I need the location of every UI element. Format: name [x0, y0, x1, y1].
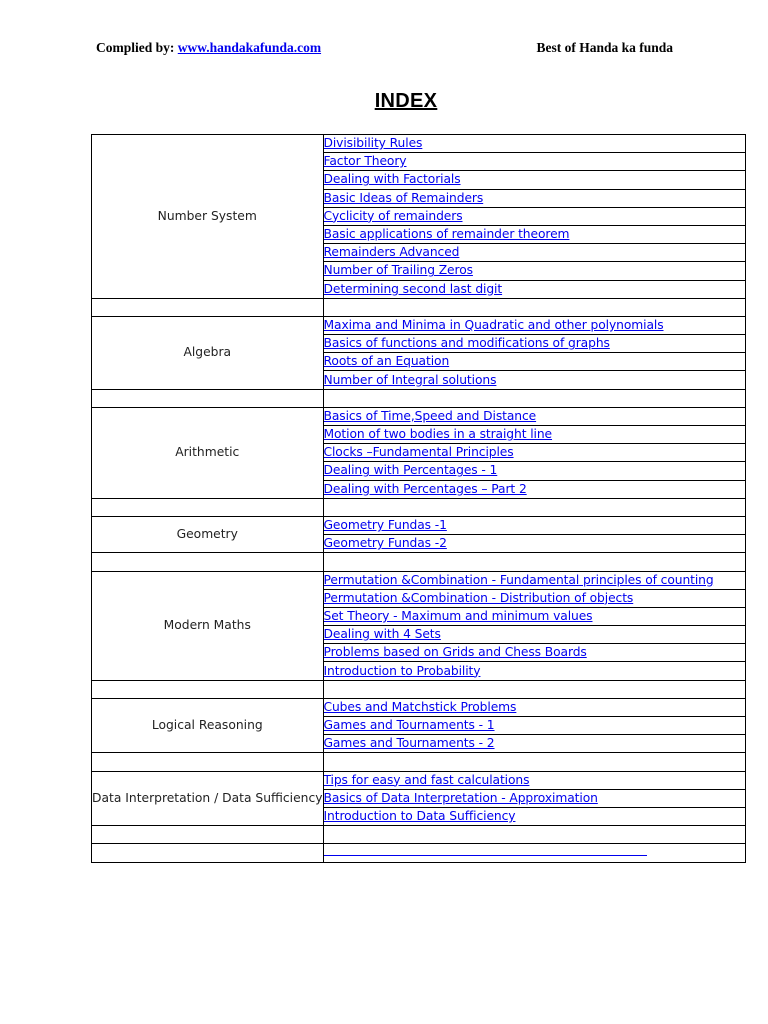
- empty-cell: [323, 298, 745, 316]
- empty-link[interactable]: [324, 855, 647, 856]
- topic-cell: [323, 444, 745, 462]
- topic-cell: [323, 626, 745, 644]
- empty-cell: [323, 680, 745, 698]
- topic-link[interactable]: Permutation &Combination - Distribution of objects: [323, 590, 634, 605]
- site-link[interactable]: www.handakafunda.com: [177, 40, 322, 55]
- topic-link[interactable]: Basics of functions and modifications of graphs: [323, 336, 610, 351]
- topic-link[interactable]: Geometry Fundas -1: [323, 518, 447, 533]
- section-name: Arithmetic: [92, 407, 324, 498]
- topic-cell: [323, 225, 745, 243]
- empty-cell: [323, 826, 745, 844]
- topic-cell: [323, 171, 745, 189]
- table-row: [92, 135, 746, 153]
- empty-cell: [92, 498, 324, 516]
- topic-link[interactable]: Dealing with Factorials: [323, 172, 461, 187]
- topic-link[interactable]: Permutation &Combination - Fundamental principles of counting: [323, 572, 714, 587]
- topic-cell: [323, 698, 745, 716]
- topic-cell: [323, 607, 745, 625]
- topic-cell: [323, 589, 745, 607]
- spacer-row: [92, 389, 746, 407]
- topic-cell: [323, 462, 745, 480]
- topic-link[interactable]: Basic Ideas of Remainders: [323, 190, 484, 205]
- topic-link[interactable]: Number of Trailing Zeros: [323, 263, 473, 278]
- header-title: Best of Handa ka funda: [536, 40, 673, 55]
- topic-cell: [323, 207, 745, 225]
- topic-cell: [323, 426, 745, 444]
- table-row: [92, 698, 746, 716]
- empty-cell: [92, 553, 324, 571]
- topic-cell: [323, 153, 745, 171]
- topic-link[interactable]: Games and Tournaments - 1: [323, 718, 495, 733]
- topic-link[interactable]: Problems based on Grids and Chess Boards: [323, 645, 587, 660]
- empty-cell: [323, 753, 745, 771]
- topic-cell: [323, 771, 745, 789]
- spacer-row: [92, 826, 746, 844]
- table-row: [92, 571, 746, 589]
- empty-cell: [92, 680, 324, 698]
- topic-link[interactable]: Remainders Advanced: [323, 245, 460, 260]
- topic-link[interactable]: Dealing with 4 Sets: [323, 627, 441, 642]
- spacer-row: [92, 753, 746, 771]
- index-table-body: [92, 135, 746, 863]
- compiled-by: [96, 40, 321, 56]
- empty-cell: [92, 826, 324, 844]
- empty-cell: [323, 389, 745, 407]
- topic-link[interactable]: Dealing with Percentages – Part 2: [323, 481, 527, 496]
- topic-cell: [323, 535, 745, 553]
- empty-cell: [92, 298, 324, 316]
- topic-cell: [323, 335, 745, 353]
- empty-cell: [323, 553, 745, 571]
- topic-cell: [323, 571, 745, 589]
- topic-cell: [323, 735, 745, 753]
- empty-link-cell: [323, 844, 745, 862]
- topic-link[interactable]: Divisibility Rules: [323, 136, 423, 151]
- topic-link[interactable]: Introduction to Data Sufficiency: [323, 809, 516, 824]
- table-row: [92, 407, 746, 425]
- topic-link[interactable]: Introduction to Probability: [323, 663, 481, 678]
- topic-cell: [323, 316, 745, 334]
- topic-cell: [323, 662, 745, 680]
- spacer-row: [92, 553, 746, 571]
- empty-cell: [323, 498, 745, 516]
- page-header: [96, 40, 673, 60]
- section-name: Geometry: [92, 516, 324, 552]
- topic-link[interactable]: Determining second last digit: [323, 281, 503, 296]
- topic-link[interactable]: Basics of Data Interpretation - Approximation: [323, 790, 598, 805]
- topic-link[interactable]: Factor Theory: [323, 154, 407, 169]
- topic-cell: [323, 516, 745, 534]
- topic-cell: [323, 789, 745, 807]
- topic-cell: [323, 280, 745, 298]
- topic-link[interactable]: Cyclicity of remainders: [323, 208, 463, 223]
- page-title: INDEX: [374, 90, 438, 112]
- topic-cell: [323, 717, 745, 735]
- topic-link[interactable]: Number of Integral solutions: [323, 372, 497, 387]
- topic-link[interactable]: Tips for easy and fast calculations: [323, 772, 530, 787]
- topic-link[interactable]: Games and Tournaments - 2: [323, 736, 495, 751]
- compiled-by-label: Complied by:: [96, 40, 175, 55]
- index-table: [91, 134, 746, 863]
- topic-link[interactable]: Basic applications of remainder theorem: [323, 227, 570, 242]
- section-name: Algebra: [92, 316, 324, 389]
- section-name: Data Interpretation / Data Sufficiency: [92, 771, 324, 826]
- section-name: Logical Reasoning: [92, 698, 324, 753]
- topic-cell: [323, 244, 745, 262]
- table-row: [92, 516, 746, 534]
- empty-cell: [92, 753, 324, 771]
- topic-cell: [323, 353, 745, 371]
- empty-cell: [92, 844, 324, 862]
- topic-link[interactable]: Maxima and Minima in Quadratic and other polynomials: [323, 317, 664, 332]
- topic-link[interactable]: Set Theory - Maximum and minimum values: [323, 608, 593, 623]
- topic-cell: [323, 644, 745, 662]
- spacer-row: [92, 498, 746, 516]
- topic-link[interactable]: Roots of an Equation: [323, 354, 450, 369]
- spacer-row: [92, 298, 746, 316]
- topic-cell: [323, 480, 745, 498]
- topic-cell: [323, 407, 745, 425]
- table-row: [92, 316, 746, 334]
- table-row: [92, 771, 746, 789]
- section-name: Number System: [92, 135, 324, 299]
- topic-link[interactable]: Dealing with Percentages - 1: [323, 463, 498, 478]
- topic-link[interactable]: Motion of two bodies in a straight line: [323, 427, 553, 442]
- section-name: Modern Maths: [92, 571, 324, 680]
- empty-cell: [92, 389, 324, 407]
- topic-cell: [323, 262, 745, 280]
- topic-link[interactable]: Cubes and Matchstick Problems: [323, 699, 517, 714]
- topic-cell: [323, 189, 745, 207]
- topic-link[interactable]: Geometry Fundas -2: [323, 536, 447, 551]
- topic-cell: [323, 135, 745, 153]
- topic-link[interactable]: Basics of Time,Speed and Distance: [323, 408, 537, 423]
- table-row: [92, 844, 746, 862]
- spacer-row: [92, 680, 746, 698]
- topic-cell: [323, 807, 745, 825]
- topic-cell: [323, 371, 745, 389]
- topic-link[interactable]: Clocks –Fundamental Principles: [323, 445, 514, 460]
